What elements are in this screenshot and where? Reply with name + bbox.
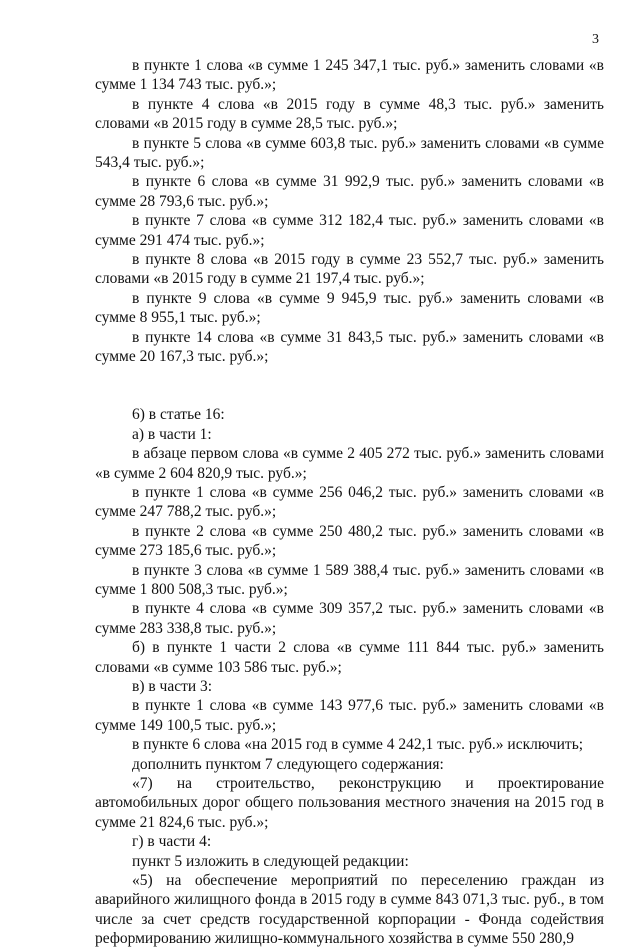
paragraph: в пункте 6 слова «на 2015 год в сумме 4 242,1 тыс. руб.» исключить; [132, 736, 584, 754]
paragraph: в пункте 1 слова «в сумме 143 977,6 тыс. руб.» заменить словами «в сумме 149 100,5 тыс. руб.»; [95, 697, 604, 734]
paragraph: «7) на строительство, реконструкцию и проектирование автомобильных дорог общего пользования местного значения на 2015 год в сумме 21 824,6 тыс. руб.»; [95, 775, 604, 831]
paragraph: в пункте 1 слова «в сумме 1 245 347,1 тыс. руб.» заменить словами «в сумме 1 134 743 тыс. руб.»; [95, 57, 604, 94]
paragraph: в пункте 7 слова «в сумме 312 182,4 тыс. руб.» заменить словами «в сумме 291 474 тыс. руб.»; [95, 212, 604, 249]
paragraph: в пункте 4 слова «в 2015 году в сумме 48,3 тыс. руб.» заменить словами «в 2015 году в сумме 28,5 тыс. руб.»; [95, 95, 604, 133]
paragraph: в пункте 14 слова «в сумме 31 843,5 тыс. руб.» заменить словами «в сумме 20 167,3 тыс. руб.»; [95, 328, 604, 366]
subsection-heading: г) в части 4: [132, 833, 212, 851]
paragraph: в пункте 3 слова «в сумме 1 589 388,4 тыс. руб.» заменить словами «в сумме 1 800 508,3 тыс. руб.»; [95, 561, 604, 598]
blank-line [95, 386, 604, 405]
paragraph: в пункте 6 слова «в сумме 31 992,9 тыс. руб.» заменить словами «в сумме 28 793,6 тыс. руб.»; [95, 173, 604, 210]
subsection-heading: а) в части 1: [132, 425, 212, 443]
page-number: 3 [592, 32, 599, 47]
paragraph: в пункте 5 слова «в сумме 603,8 тыс. руб.» заменить словами «в сумме 543,4 тыс. руб.»; [95, 134, 604, 172]
paragraph: «5) на обеспечение мероприятий по переселению граждан из аварийного жилищного фонда в 2015 году в сумме 843 071,3 тыс. руб., в том числе за счет средств государственной корпорации - Фонда содействия реформированию жилищно-коммунального хозяйства в сумме 550 280,9 [95, 872, 604, 948]
paragraph: дополнить пунктом 7 следующего содержания: [132, 755, 444, 773]
paragraph: в пункте 9 слова «в сумме 9 945,9 тыс. руб.» заменить словами «в сумме 8 955,1 тыс. руб.»; [95, 289, 604, 327]
paragraph: в пункте 2 слова «в сумме 250 480,2 тыс. руб.» заменить словами «в сумме 273 185,6 тыс. руб.»; [95, 522, 604, 560]
paragraph: б) в пункте 1 части 2 слова «в сумме 111 844 тыс. руб.» заменить словами «в сумме 103 586 тыс. руб.»; [95, 639, 604, 676]
paragraph: в пункте 4 слова «в сумме 309 357,2 тыс. руб.» заменить словами «в сумме 283 338,8 тыс. руб.»; [95, 600, 604, 637]
paragraph: в пункте 8 слова «в 2015 году в сумме 23 552,7 тыс. руб.» заменить словами «в 2015 году в сумме 21 197,4 тыс. руб.»; [95, 251, 604, 288]
paragraph: пункт 5 изложить в следующей редакции: [132, 852, 409, 870]
subsection-heading: в) в части 3: [132, 677, 213, 695]
section-heading: 6) в статье 16: [132, 406, 225, 424]
document-body [95, 56, 604, 949]
paragraph: в абзаце первом слова «в сумме 2 405 272 тыс. руб.» заменить словами «в сумме 2 604 820,9 тыс. руб.»; [95, 445, 604, 482]
blank-line [95, 367, 604, 386]
paragraph: в пункте 1 слова «в сумме 256 046,2 тыс. руб.» заменить словами «в сумме 247 788,2 тыс. руб.»; [95, 483, 604, 521]
